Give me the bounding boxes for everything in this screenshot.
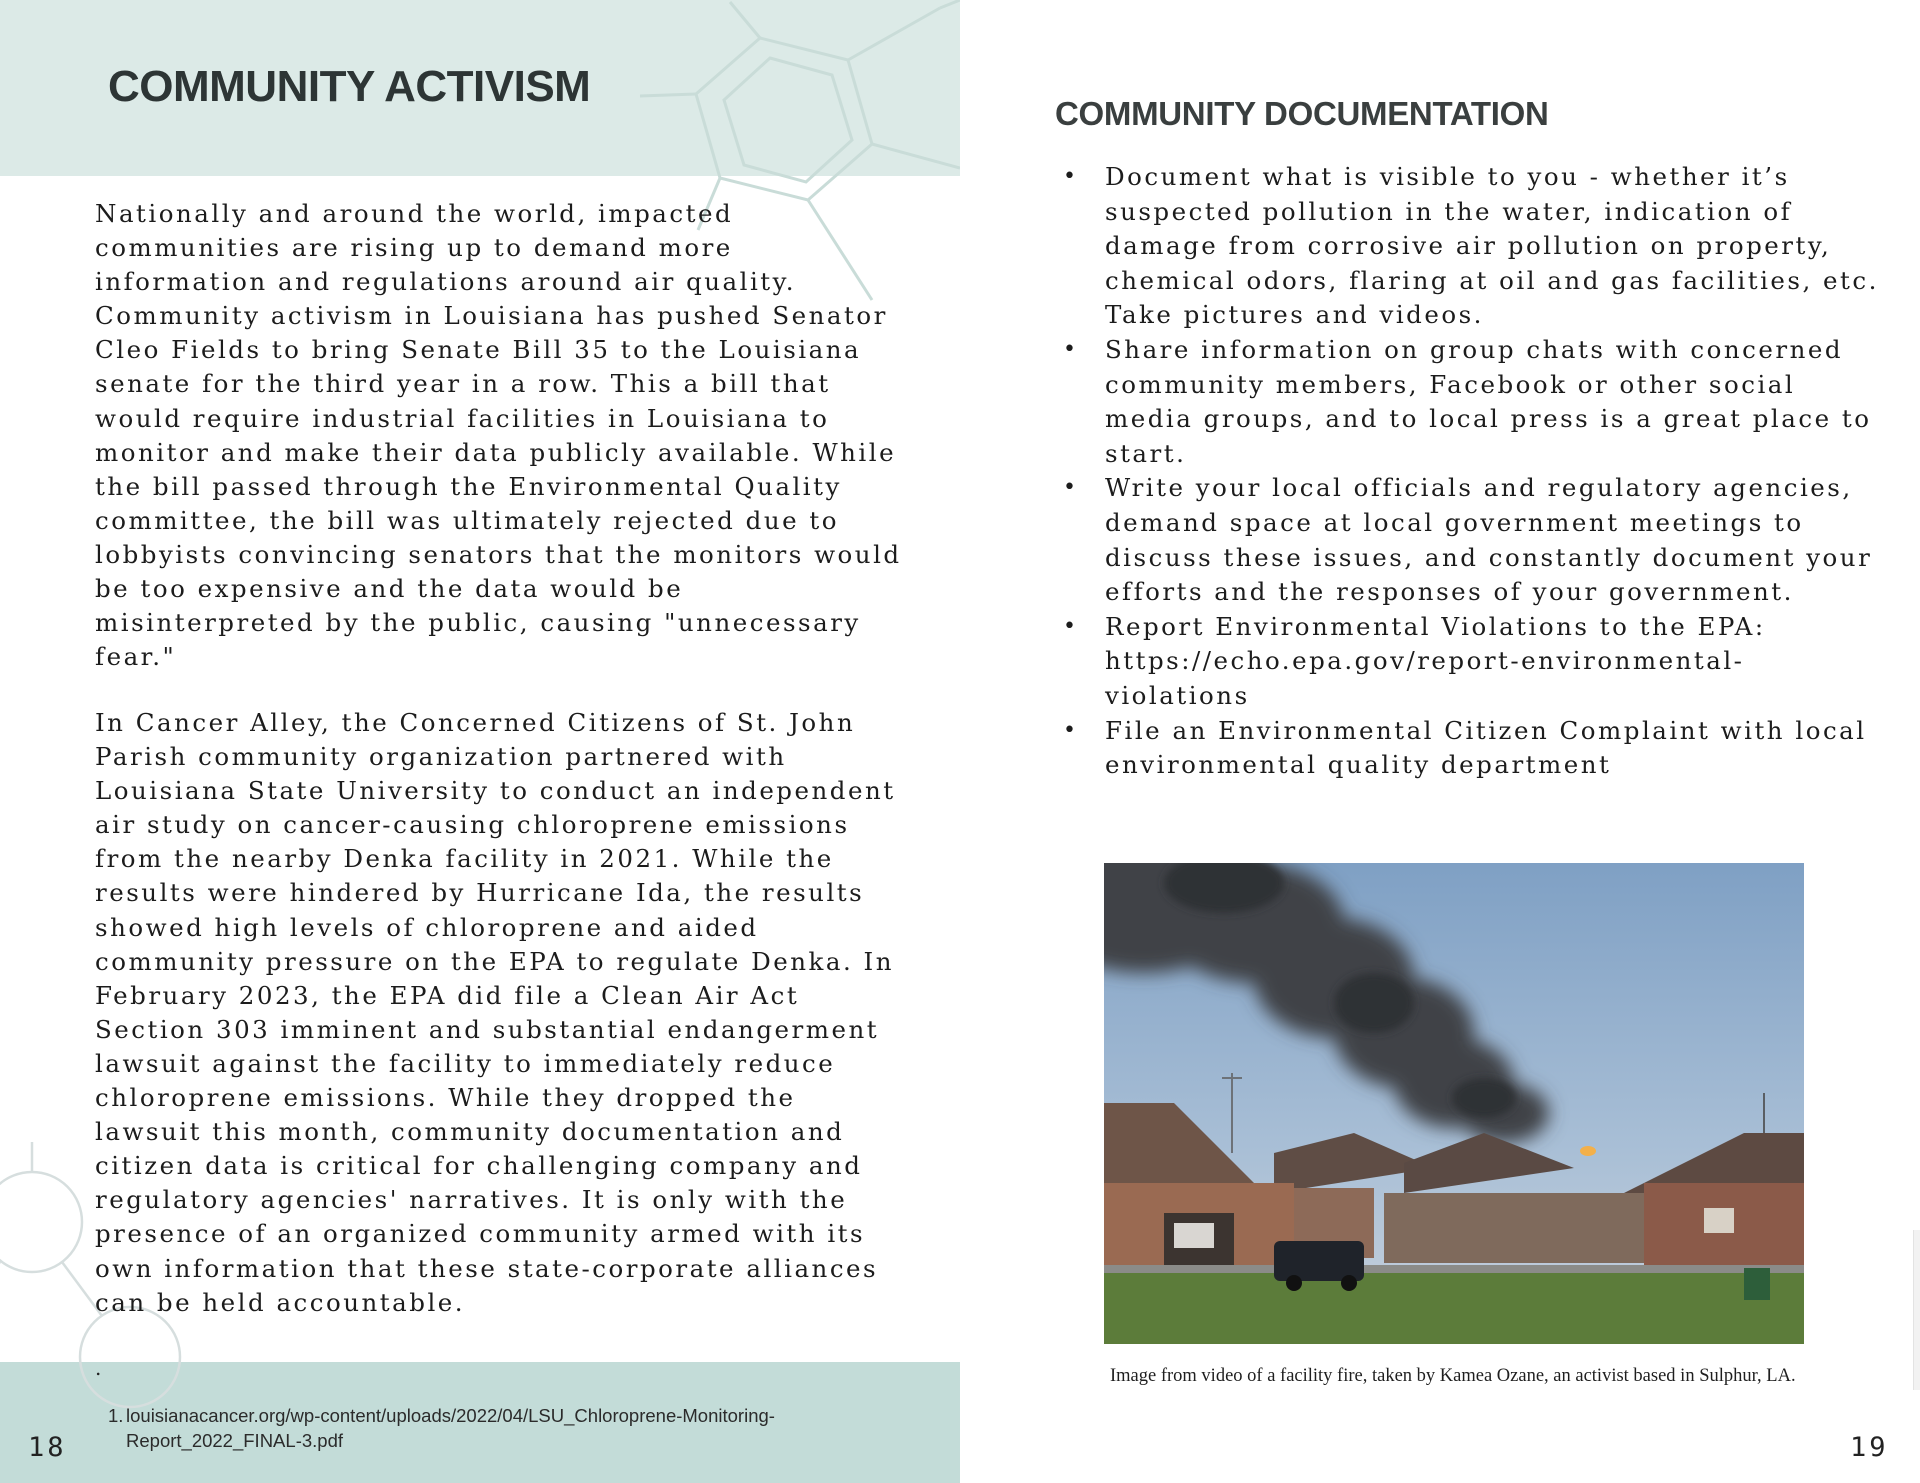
list-item-text: Write your local officials and regulatory agencies, demand space at local government meetings to discuss these issues, and constantly document your efforts and the responses of your government. (1105, 473, 1873, 607)
bullet-icon: • (1063, 164, 1079, 189)
facility-fire-photo (1104, 863, 1804, 1344)
page-number: 19 (1850, 1432, 1889, 1463)
image-caption: Image from video of a facility fire, taken by Kamea Ozane, an activist based in Sulphur, LA. (1110, 1366, 1796, 1386)
paragraph-cancer-alley: In Cancer Alley, the Concerned Citizens of St. John Parish community organization partnered with Louisiana State University to conduct an independent air study on cancer-causing chloroprene emissions from the nearby Denka facility in 2021. While the results were hindered by Hurricane Ida, the results showed high levels of chloroprene and aided community pressure on the EPA to regulate Denka. In February 2023, the EPA did file a Clean Air Act Section 303 imminent and substantial endangerment lawsuit against the facility to immediately reduce chloroprene emissions. While they dropped the lawsuit this month, community documentation and citizen data is critical for challenging company and regulatory agencies' narratives. It is only with the presence of an organized community armed with its own information that these state-corporate alliances can be held accountable. (95, 708, 896, 1317)
paragraph-activism: Nationally and around the world, impacted communities are rising up to demand more information and regulations around air quality. Community activism in Louisiana has pushed Senator Cleo Fields to bring Senate Bill 35 to the Louisiana senate for the third year in a row. This a bill that would require industrial facilities in Louisiana to monitor and make their data publicly available. While the bill passed through the Environmental Quality committee, the bill was ultimately rejected due to lobbyists convincing senators that the monitors would be too expensive and the data would be misinterpreted by the public, causing "unnecessary fear." (95, 199, 902, 672)
list-item (1063, 471, 1883, 609)
list-item-text: Share information on group chats with concerned community members, Facebook or other social media groups, and to local press is a great place to start. (1105, 334, 1872, 468)
list-item-text: Report Environmental Violations to the EPA: https://echo.epa.gov/report-environmental-violations (1105, 611, 1766, 710)
bullet-icon: • (1063, 336, 1079, 362)
smoke-plume-photo-illustration (1104, 863, 1804, 1344)
page-edge-tab (1913, 1230, 1920, 1390)
section-title: COMMUNITY DOCUMENTATION (1055, 95, 1549, 132)
footnote (108, 1403, 868, 1453)
page-title: COMMUNITY ACTIVISM (108, 62, 591, 111)
bullet-icon: • (1063, 475, 1079, 501)
bullet-icon: • (1063, 613, 1079, 639)
list-item (1063, 160, 1883, 333)
page-19 (960, 0, 1920, 1483)
bullet-icon: • (1063, 717, 1079, 743)
list-item (1063, 333, 1883, 471)
footnote-separator: . (95, 1356, 102, 1380)
footnote-url: louisianacancer.org/wp-content/uploads/2022/04/LSU_Chloroprene-Monitoring-Report_2022_FINAL-3.pdf (126, 1405, 775, 1451)
list-item-text: File an Environmental Citizen Complaint with local environmental quality department (1105, 715, 1867, 780)
page-number: 18 (28, 1432, 67, 1463)
footnote-number: 1. (108, 1405, 124, 1426)
list-item-text: Document what is visible to you - whether it’s suspected pollution in the water, indication of damage from corrosive air pollution on property, chemical odors, flaring at oil and gas facilities, etc. Take pictures and videos. (1105, 162, 1879, 330)
documentation-list (1063, 160, 1883, 783)
list-item (1063, 714, 1883, 783)
list-item (1063, 610, 1883, 714)
